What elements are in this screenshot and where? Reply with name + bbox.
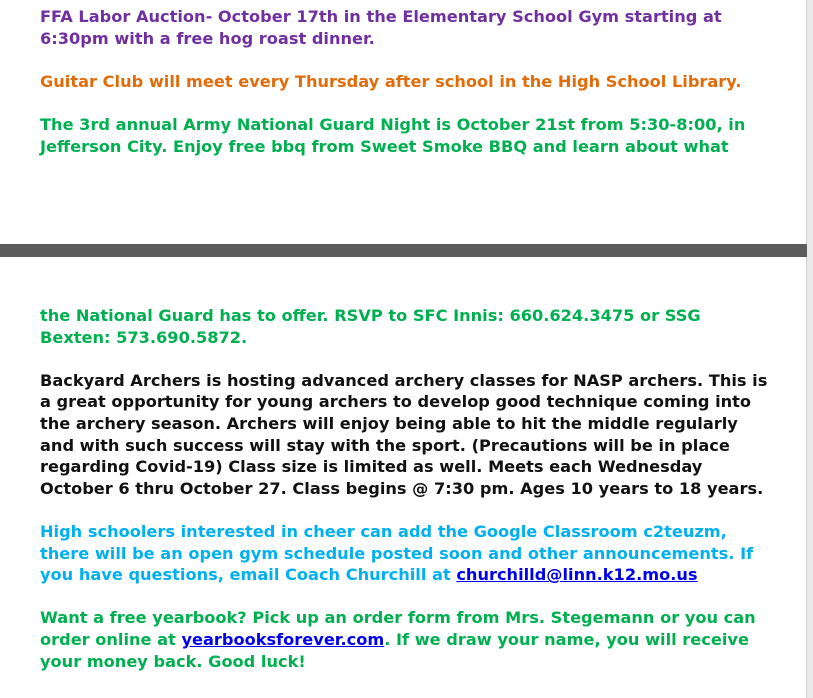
viewer-right-edge — [807, 0, 813, 698]
national-guard-announcement-part2: the National Guard has to offer. RSVP to SFC Innis: 660.624.3475 or SSG Bexten: 573.690.5872. — [40, 306, 701, 347]
cheer-announcement-text: High schoolers interested in cheer can add the Google Classroom c2teuzm, there will be an open gym schedule posted soon and other announcements. If you have questions, email Coach Churchill at — [40, 521, 754, 585]
backyard-archers-announcement: Backyard Archers is hosting advanced archery classes for NASP archers. This is a great opportunity for young archers to develop good technique coming into the archery season. Archers will enjoy being able to hit the middle regularly and with such success will stay with the sport. (Precautions will be in place regarding Covid-19) Class size is limited as well. Meets each Wednesday October 6 thru October 27. Class begins @ 7:30 pm. Ages 10 years to 18 years. — [40, 370, 768, 498]
national-guard-announcement-part1: The 3rd annual Army National Guard Night is October 21st from 5:30-8:00, in Jefferson City. Enjoy free bbq from Sweet Smoke BBQ and learn about what — [40, 114, 746, 156]
yearbook-text-before: Want a free yearbook? Pick up an order form from Mrs. Stegemann or you can order online at — [40, 608, 756, 649]
coach-email-link[interactable]: churchilld@linn.k12.mo.us — [456, 565, 698, 585]
yearbook-text-after: . If we draw your name, you will receive your money back. Good luck! — [40, 629, 749, 671]
guitar-club-announcement: Guitar Club will meet every Thursday after school in the High School Library. — [40, 71, 742, 91]
ffa-auction-announcement: FFA Labor Auction- October 17th in the Elementary School Gym starting at 6:30pm with a free hog roast dinner. — [40, 7, 722, 48]
yearbook-announcement — [40, 607, 770, 672]
document-page-1 — [0, 0, 807, 244]
document-page-2 — [0, 257, 807, 698]
yearbook-website-link[interactable]: yearbooksforever.com — [181, 629, 385, 649]
cheer-announcement — [40, 521, 770, 586]
